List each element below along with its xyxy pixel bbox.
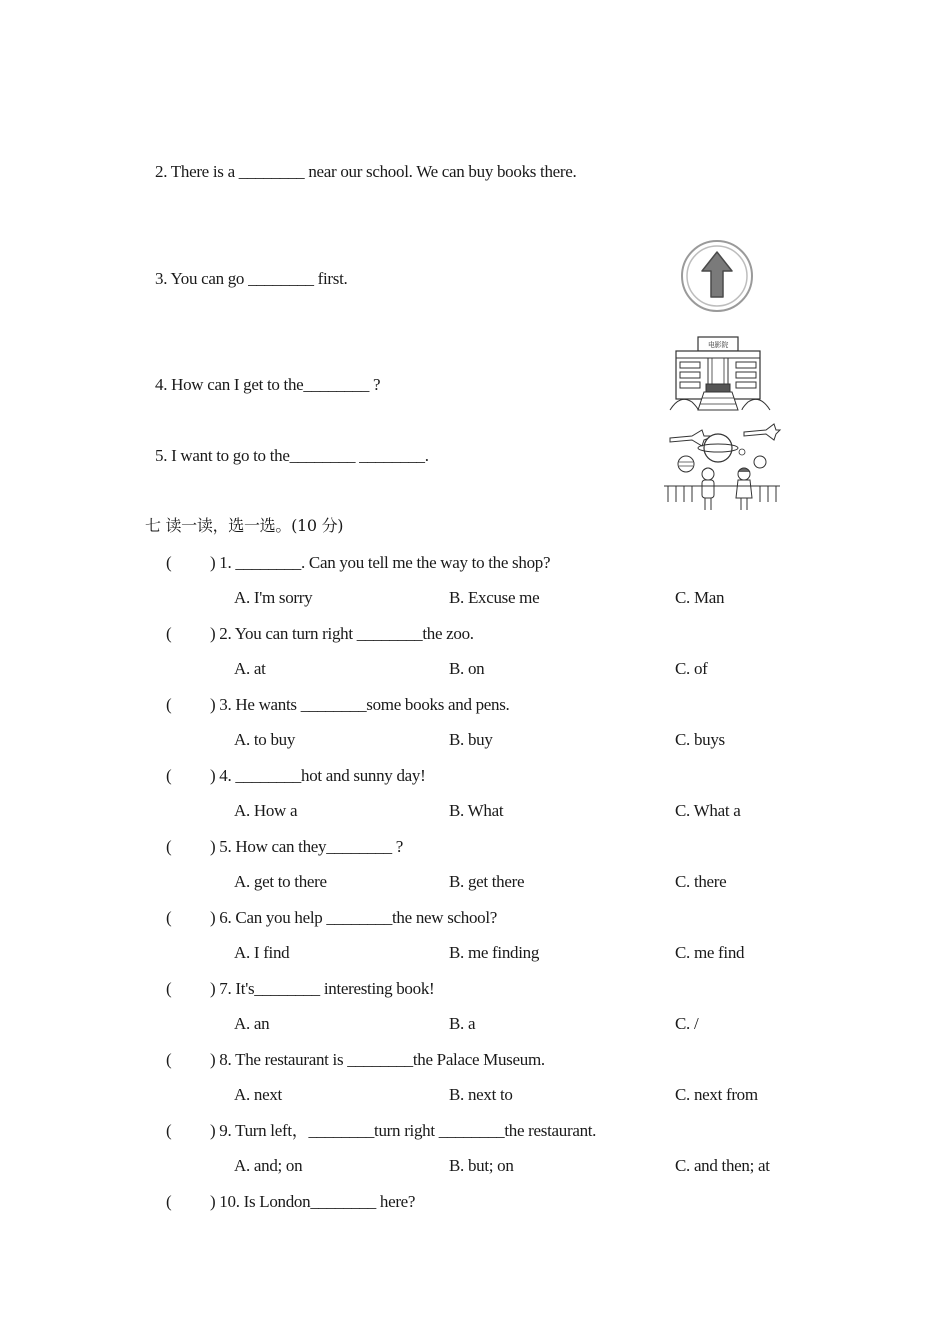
question-7-option-b[interactable]: B. a	[449, 1014, 476, 1033]
answer-paren[interactable]: (	[166, 553, 172, 572]
question-9-text: ) 9. Turn left，________turn right ________the restaurant.	[210, 1121, 597, 1140]
fill-in-question-2: 2. There is a ________ near our school. We can buy books there.	[155, 162, 577, 181]
question-6-text: ) 6. Can you help ________the new school?	[210, 908, 498, 927]
question-5-option-a[interactable]: A. get to there	[234, 872, 327, 891]
section-7-title: 七 读一读，选一选。(10 分)	[145, 516, 344, 535]
cinema-building-icon	[668, 334, 772, 412]
question-1-option-a[interactable]: A. I'm sorry	[234, 588, 313, 607]
answer-paren[interactable]: (	[166, 1050, 172, 1069]
question-4-option-a[interactable]: A. How a	[234, 801, 298, 820]
question-6-option-c[interactable]: C. me find	[675, 943, 745, 962]
answer-paren[interactable]: (	[166, 624, 172, 643]
question-4-option-c[interactable]: C. What a	[675, 801, 741, 820]
answer-paren[interactable]: (	[166, 1121, 172, 1140]
straight-arrow-icon	[680, 239, 754, 313]
question-2-text: ) 2. You can turn right ________the zoo.	[210, 624, 474, 643]
question-9-option-b[interactable]: B. but; on	[449, 1156, 514, 1175]
question-3-option-a[interactable]: A. to buy	[234, 730, 296, 749]
question-8-option-a[interactable]: A. next	[234, 1085, 282, 1104]
question-7-option-c[interactable]: C. /	[675, 1014, 699, 1033]
question-7-text: ) 7. It's________ interesting book!	[210, 979, 435, 998]
question-3-option-c[interactable]: C. buys	[675, 730, 725, 749]
answer-paren[interactable]: (	[166, 979, 172, 998]
question-1-option-c[interactable]: C. Man	[675, 588, 725, 607]
answer-paren[interactable]: (	[166, 908, 172, 927]
question-7-option-a[interactable]: A. an	[234, 1014, 270, 1033]
question-1-option-b[interactable]: B. Excuse me	[449, 588, 540, 607]
fill-in-question-5: 5. I want to go to the________ ________.	[155, 446, 429, 465]
question-1-text: ) 1. ________. Can you tell me the way to the shop?	[210, 553, 551, 572]
cinema-sign-text: 电影院	[707, 341, 729, 349]
question-2-option-a[interactable]: A. at	[234, 659, 266, 678]
question-9-option-c[interactable]: C. and then; at	[675, 1156, 770, 1175]
answer-paren[interactable]: (	[166, 766, 172, 785]
question-8-option-c[interactable]: C. next from	[675, 1085, 758, 1104]
question-6-option-b[interactable]: B. me finding	[449, 943, 540, 962]
fill-in-question-4: 4. How can I get to the________ ?	[155, 375, 381, 394]
answer-paren[interactable]: (	[166, 837, 172, 856]
question-5-text: ) 5. How can they________ ?	[210, 837, 404, 856]
question-10-text: ) 10. Is London________ here?	[210, 1192, 416, 1211]
answer-paren[interactable]: (	[166, 1192, 172, 1211]
question-2-option-b[interactable]: B. on	[449, 659, 485, 678]
question-6-option-a[interactable]: A. I find	[234, 943, 290, 962]
question-3-text: ) 3. He wants ________some books and pens.	[210, 695, 510, 714]
question-8-text: ) 8. The restaurant is ________the Palace Museum.	[210, 1050, 545, 1069]
science-museum-icon	[662, 422, 782, 516]
question-3-option-b[interactable]: B. buy	[449, 730, 493, 749]
question-9-option-a[interactable]: A. and; on	[234, 1156, 303, 1175]
question-8-option-b[interactable]: B. next to	[449, 1085, 513, 1104]
fill-in-question-3: 3. You can go ________ first.	[155, 269, 348, 288]
answer-paren[interactable]: (	[166, 695, 172, 714]
question-2-option-c[interactable]: C. of	[675, 659, 708, 678]
question-4-text: ) 4. ________hot and sunny day!	[210, 766, 426, 785]
question-5-option-c[interactable]: C. there	[675, 872, 727, 891]
question-5-option-b[interactable]: B. get there	[449, 872, 525, 891]
question-4-option-b[interactable]: B. What	[449, 801, 504, 820]
